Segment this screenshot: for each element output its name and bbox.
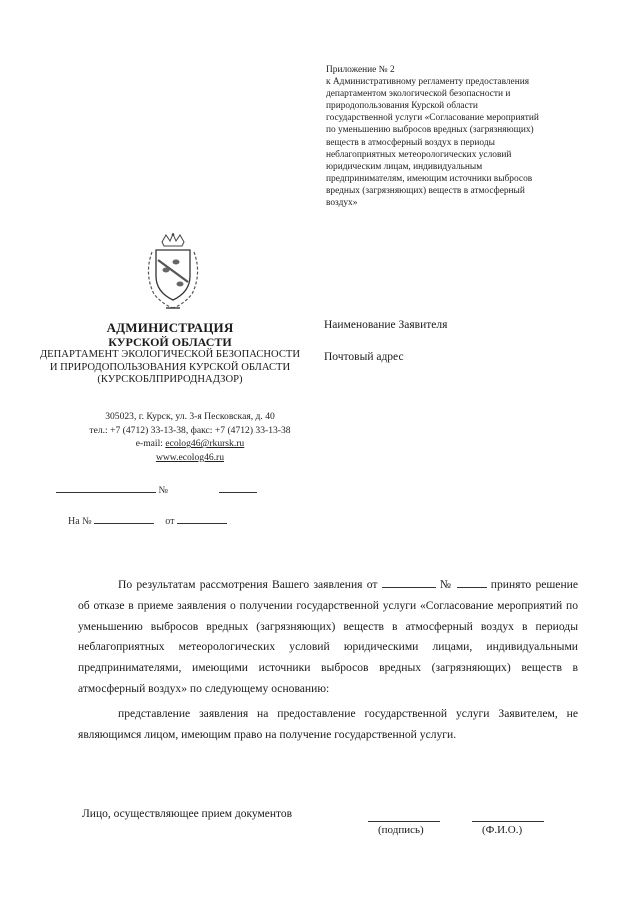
refusal-paragraph bbox=[78, 575, 578, 700]
appendix-line: по уменьшению выбросов вредных (загрязняющих) bbox=[326, 125, 534, 136]
appendix-line: воздух» bbox=[326, 198, 358, 209]
refusal-reason: представление заявления на предоставление государственной услуги Заявителем, не являющимся лицом, имеющим право на получение государственной услуги. bbox=[78, 706, 578, 741]
department-abbreviation: (КУРСКОБЛПРИРОДНАДЗОР) bbox=[97, 374, 243, 386]
appendix-line: природопользования Курской области bbox=[326, 101, 478, 112]
appendix-line: Приложение № 2 bbox=[326, 65, 395, 75]
reference-date-blank bbox=[177, 515, 227, 524]
application-number-blank bbox=[457, 579, 487, 588]
signature-caption: (подпись) bbox=[378, 824, 424, 836]
refusal-text: принято решение об отказе в приеме заявления о получении государственной услуги «Согласование мероприятий по уменьшению выбросов вредных (загрязняющих) веществ в атмосферный воздух в периоды неблагоприятных метеорологических условий юридическими лицами, индивидуальными предпринимателями, имеющими источники выбросов вредных (загрязняющих) веществ в атмосферный воздух» по следующему основанию: bbox=[78, 578, 579, 695]
reference-number-blank bbox=[94, 515, 154, 524]
signature-blank bbox=[368, 821, 440, 822]
application-number-sign: № bbox=[439, 578, 453, 591]
full-name-blank bbox=[472, 821, 544, 822]
coat-of-arms-emblem bbox=[142, 232, 204, 312]
phone-fax: тел.: +7 (4712) 33-13-38, факс: +7 (4712) 33-13-38 bbox=[89, 424, 291, 436]
department-name: ДЕПАРТАМЕНТ ЭКОЛОГИЧЕСКОЙ БЕЗОПАСНОСТИ bbox=[39, 349, 301, 360]
reference-from: от bbox=[165, 516, 175, 527]
website-link[interactable]: www.ecolog46.ru bbox=[155, 451, 225, 463]
recipient-address-label: Почтовый адрес bbox=[324, 351, 404, 363]
email-link[interactable]: ecolog46@rkursk.ru bbox=[165, 438, 245, 450]
full-name-caption: (Ф.И.О.) bbox=[482, 824, 523, 836]
number-blank bbox=[219, 484, 257, 493]
letter-body bbox=[78, 575, 578, 745]
website-line bbox=[20, 451, 360, 465]
email-line bbox=[20, 437, 360, 451]
number-sign: № bbox=[158, 485, 169, 496]
appendix-line: вредных (загрязняющих) веществ в атмосферный bbox=[326, 185, 525, 196]
contacts-block bbox=[20, 410, 360, 464]
organization-block bbox=[20, 320, 320, 387]
reference-prefix: На № bbox=[68, 516, 92, 527]
outgoing-number-line bbox=[56, 484, 257, 496]
appendix-line: государственной услуги «Согласование мероприятий bbox=[326, 113, 539, 124]
recipient-name-label: Наименование Заявителя bbox=[324, 319, 448, 331]
appendix-line: неблагоприятных метеорологических условий bbox=[326, 149, 512, 160]
date-blank bbox=[56, 484, 156, 493]
admin-region: КУРСКОЙ ОБЛАСТИ bbox=[108, 335, 232, 349]
signatory-label: Лицо, осуществляющее прием документов bbox=[82, 808, 293, 820]
appendix-line: департаментом экологической безопасности и bbox=[326, 89, 511, 100]
refusal-intro: По результатам рассмотрения Вашего заявления от bbox=[118, 578, 378, 591]
postal-address: 305023, г. Курск, ул. 3-я Песковская, д. 40 bbox=[105, 411, 275, 422]
appendix-line: к Административному регламенту предоставления bbox=[326, 77, 530, 88]
appendix-line: предпринимателям, имеющим источники выбросов bbox=[326, 173, 533, 184]
reference-number-line bbox=[68, 515, 227, 527]
appendix-line: юридическим лицам, индивидуальным bbox=[326, 161, 483, 172]
application-date-blank bbox=[382, 579, 436, 588]
appendix-header bbox=[326, 64, 596, 209]
admin-title: АДМИНИСТРАЦИЯ bbox=[106, 320, 234, 335]
appendix-line: веществ в атмосферный воздух в периоды bbox=[326, 137, 495, 148]
department-name-continued: И ПРИРОДОПОЛЬЗОВАНИЯ КУРСКОЙ ОБЛАСТИ bbox=[49, 361, 291, 373]
email-label: e-mail: bbox=[135, 438, 163, 450]
